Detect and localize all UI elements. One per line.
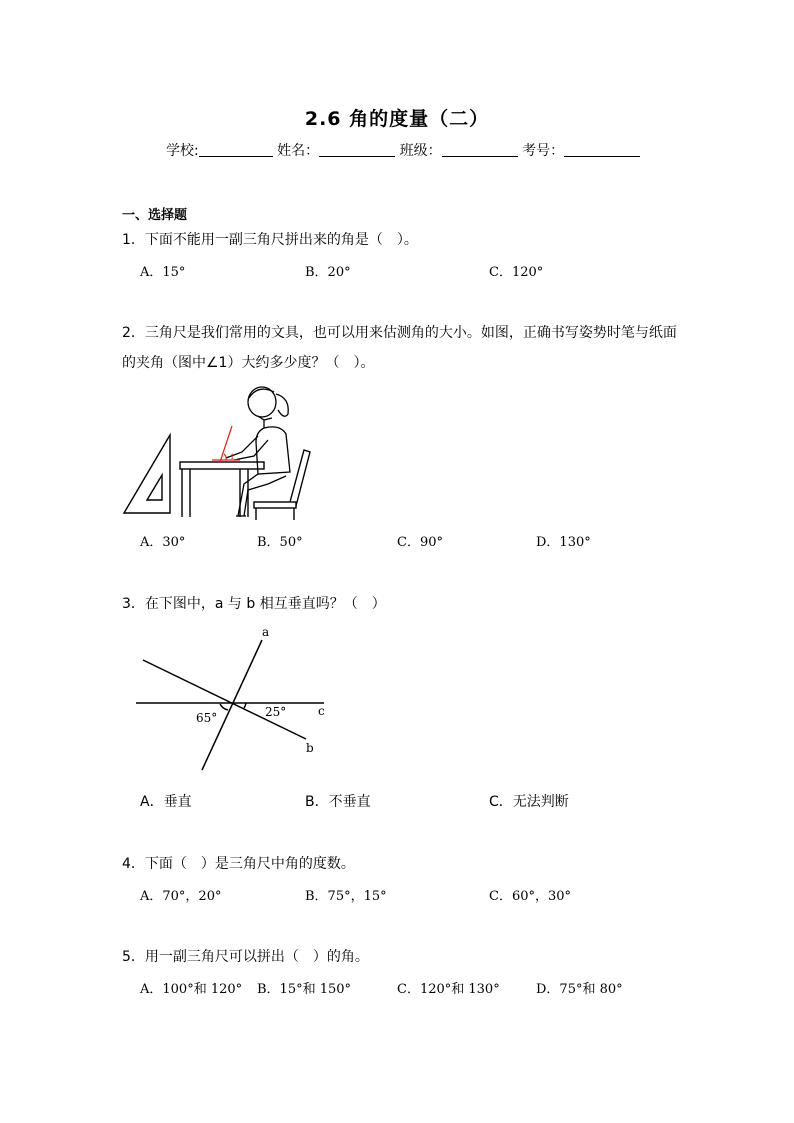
name-blank[interactable] [319, 142, 395, 157]
q4-option-c[interactable]: C．60°，30° [489, 889, 572, 904]
section-heading: 一、选择题 [122, 208, 188, 223]
question-1-text: 1．下面不能用一副三角尺拼出来的角是（ ）。 [122, 232, 418, 248]
arc-65 [220, 704, 228, 710]
q3-option-c[interactable]: C．无法判断 [489, 794, 569, 810]
q2-option-b[interactable]: B．50° [257, 535, 303, 550]
q3-option-a[interactable]: A．垂直 [140, 794, 192, 810]
label-c: c [318, 704, 325, 718]
writing-posture-figure [118, 380, 328, 525]
q5-option-a[interactable]: A．100°和 120° [140, 982, 243, 997]
triangle-ruler-icon [124, 435, 170, 513]
question-4-text: 4．下面（ ）是三角尺中角的度数。 [122, 856, 355, 872]
school-blank[interactable] [199, 142, 273, 157]
question-2-line2: 的夹角（图中∠1）大约多少度？（ ）。 [122, 355, 375, 371]
school-label: 学校: [166, 143, 199, 159]
exam-no-blank[interactable] [564, 142, 640, 157]
label-b: b [306, 741, 314, 755]
q2-option-c[interactable]: C．90° [397, 535, 443, 550]
question-5-text: 5．用一副三角尺可以拼出（ ）的角。 [122, 949, 369, 965]
question-2-line1: 2．三角尺是我们常用的文具，也可以用来估测角的大小。如图，正确书写姿势时笔与纸面 [122, 325, 677, 341]
q1-option-a[interactable]: A．15° [140, 265, 186, 280]
label-a: a [262, 625, 270, 639]
perpendicular-lines-figure [130, 622, 340, 774]
angle-1-label: 1 [230, 453, 235, 461]
q1-option-c[interactable]: C．120° [489, 265, 544, 280]
exam-no-label: 考号： [522, 143, 565, 159]
class-label: 班级： [399, 143, 442, 159]
pen-angle-marker [212, 426, 240, 462]
chair-icon [254, 450, 310, 520]
q3-option-b[interactable]: B．不垂直 [305, 794, 371, 810]
girl-icon [226, 387, 290, 516]
q5-option-b[interactable]: B．15°和 150° [257, 982, 352, 997]
angle-25-label: 25° [265, 705, 287, 719]
q4-option-b[interactable]: B．75°，15° [305, 889, 387, 904]
question-3-text: 3．在下图中，a 与 b 相互垂直吗？（ ） [122, 596, 386, 612]
class-blank[interactable] [442, 142, 518, 157]
student-info-row [166, 140, 640, 160]
q4-option-a[interactable]: A．70°，20° [140, 889, 222, 904]
q2-option-d[interactable]: D．130° [536, 535, 591, 550]
line-a [202, 640, 262, 770]
line-b [143, 660, 306, 739]
q2-option-a[interactable]: A．30° [140, 535, 186, 550]
angle-65-label: 65° [196, 711, 218, 725]
name-label: 姓名： [277, 143, 320, 159]
q5-option-c[interactable]: C．120°和 130° [397, 982, 500, 997]
page-title: 2.6 角的度量（二） [304, 108, 490, 130]
q1-option-b[interactable]: B．20° [305, 265, 351, 280]
q5-option-d[interactable]: D．75°和 80° [536, 982, 623, 997]
